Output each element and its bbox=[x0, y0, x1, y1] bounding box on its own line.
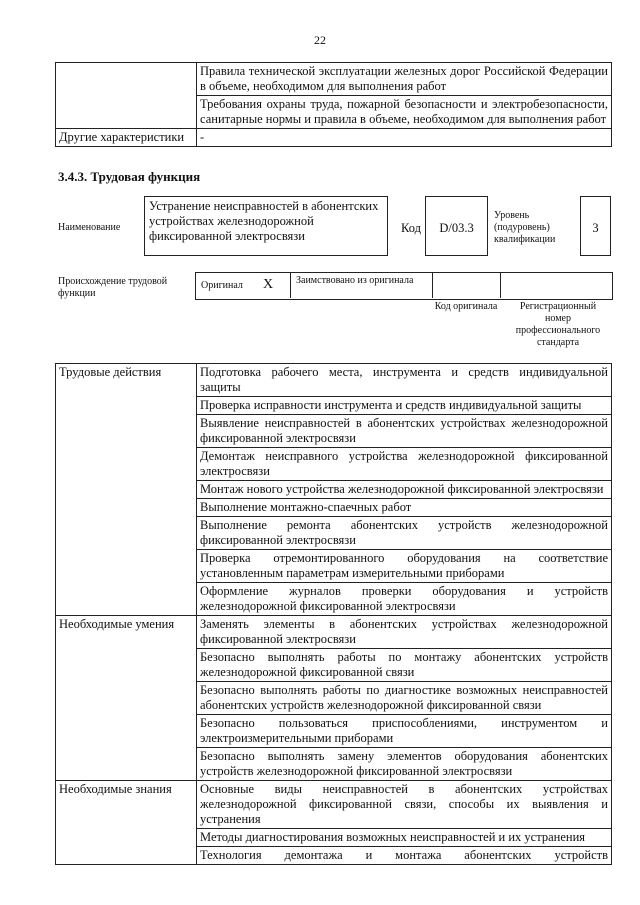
list-item: Заменять элементы в абонентских устройствах железнодорожной фиксированной электросвязи bbox=[197, 616, 612, 649]
list-item: Безопасно выполнять работы по диагностике возможных неисправностей абонентских устройств железнодорожной фиксированной связи bbox=[197, 682, 612, 715]
code-label: Код bbox=[401, 221, 421, 235]
original-mark: X bbox=[263, 277, 274, 292]
function-name-box: Устранение неисправностей в абонентских устройствах железнодорожной фиксированной электросвязи bbox=[144, 196, 388, 256]
table-cell: Требования охраны труда, пожарной безопасности и электробезопасности, санитарные нормы и правила в объеме, необходимом для выполнения работ bbox=[197, 96, 612, 129]
code-value-box: D/03.3 bbox=[425, 196, 488, 256]
level-value-box: 3 bbox=[580, 196, 611, 256]
code-original-caption: Код оригинала bbox=[434, 301, 498, 312]
section-label: Необходимые умения bbox=[56, 616, 197, 781]
list-item: Технология демонтажа и монтажа абонентских устройств bbox=[197, 847, 612, 865]
list-item: Демонтаж неисправного устройства железнодорожной фиксированной электросвязи bbox=[197, 448, 612, 481]
table-cell: - bbox=[197, 129, 612, 147]
original-label: Оригинал bbox=[201, 280, 243, 291]
table-row bbox=[56, 129, 612, 147]
list-item: Оформление журналов проверки оборудования и устройств железнодорожной фиксированной электросвязи bbox=[197, 583, 612, 616]
table-label-cell: Другие характеристики bbox=[56, 129, 197, 147]
name-label: Наименование bbox=[58, 222, 121, 233]
section-label: Трудовые действия bbox=[56, 364, 197, 616]
level-label: Уровень (подуровень) квалификации bbox=[494, 210, 556, 245]
list-item: Выполнение монтажно-спаечных работ bbox=[197, 499, 612, 517]
list-item: Основные виды неисправностей в абонентских устройствах железнодорожной фиксированной связи, способы их выявления и устранения bbox=[197, 781, 612, 829]
origin-label: Происхождение трудовой функции bbox=[58, 276, 168, 299]
table-row bbox=[56, 364, 612, 397]
divider bbox=[290, 272, 291, 298]
registration-number-caption: Регистрационный номер профессионального стандарта bbox=[515, 301, 601, 348]
divider bbox=[500, 272, 501, 298]
table-row bbox=[56, 63, 612, 96]
section-label: Необходимые знания bbox=[56, 781, 197, 865]
list-item: Проверка отремонтированного оборудования на соответствие установленным параметрам измерительными приборами bbox=[197, 550, 612, 583]
list-item: Подготовка рабочего места, инструмента и средств индивидуальной защиты bbox=[197, 364, 612, 397]
list-item: Проверка исправности инструмента и средств индивидуальной защиты bbox=[197, 397, 612, 415]
borrowed-label: Заимствовано из оригинала bbox=[296, 275, 414, 286]
list-item: Выполнение ремонта абонентских устройств железнодорожной фиксированной электросвязи bbox=[197, 517, 612, 550]
list-item: Выявление неисправностей в абонентских устройствах железнодорожной фиксированной электросвязи bbox=[197, 415, 612, 448]
table-row bbox=[56, 616, 612, 649]
list-item: Монтаж нового устройства железнодорожной фиксированной электросвязи bbox=[197, 481, 612, 499]
table-row bbox=[56, 781, 612, 829]
list-item: Методы диагностирования возможных неисправностей и их устранения bbox=[197, 829, 612, 847]
labor-function-table bbox=[55, 363, 612, 865]
list-item: Безопасно пользоваться приспособлениями, инструментом и электроизмерительными приборами bbox=[197, 715, 612, 748]
divider bbox=[432, 272, 433, 298]
table-cell: Правила технической эксплуатации железных дорог Российской Федерации в объеме, необходимом для выполнения работ bbox=[197, 63, 612, 96]
page-number: 22 bbox=[314, 33, 326, 47]
section-heading: 3.4.3. Трудовая функция bbox=[58, 169, 201, 184]
table-label-cell bbox=[56, 63, 197, 129]
top-characteristics-table bbox=[55, 62, 612, 147]
list-item: Безопасно выполнять работы по монтажу абонентских устройств железнодорожной фиксированной связи bbox=[197, 649, 612, 682]
list-item: Безопасно выполнять замену элементов оборудования абонентских устройств железнодорожной фиксированной электросвязи bbox=[197, 748, 612, 781]
